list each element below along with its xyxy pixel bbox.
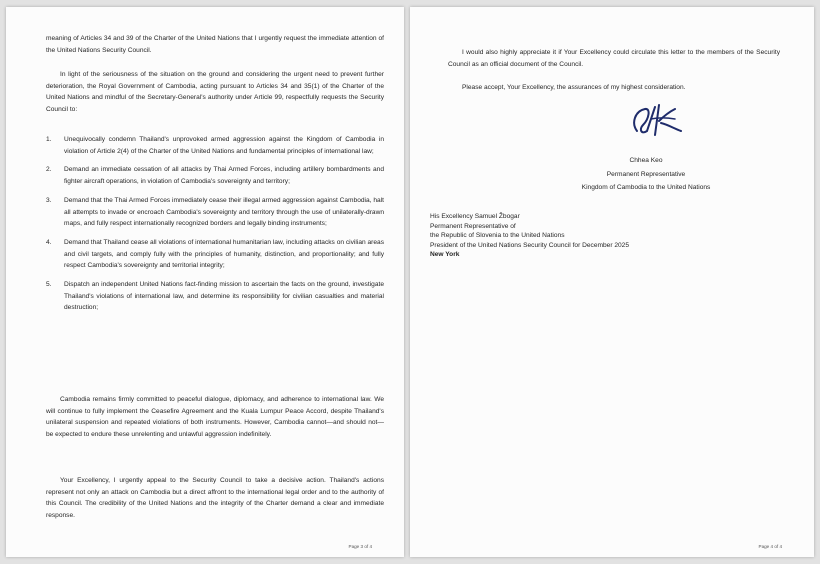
demand-item: 4. Demand that Thailand cease all violations of international humanitarian law, including attacks on civilian areas and civil targets, and comply fully with the principles of humanity, distinction, and proportionality; and fully respect Cambodia's sovereignty and territorial integrity; xyxy=(46,239,384,270)
closing-paragraph: Please accept, Your Excellency, the assurances of my highest consideration. xyxy=(462,84,686,91)
signature-block xyxy=(532,154,760,195)
letter-page-3 xyxy=(6,7,404,557)
appeal-paragraph: Your Excellency, I urgently appeal to the Security Council to take a decisive action. Thailand's actions represent not only an attack on Cambodia but a direct affront to the international legal order and to the authority of this Council. The credibility of the United Nations and the integrity of the Charter demand a clear and immediate response. xyxy=(46,477,384,519)
addressee-line: President of the United Nations Security Council for December 2025 xyxy=(430,241,630,249)
addressee-line: His Excellency Samuel Žbogar xyxy=(430,213,520,220)
addressee-city: New York xyxy=(430,251,460,259)
demand-item: 5. Dispatch an independent United Nations fact-finding mission to ascertain the facts on the ground, investigate Thailand's violations of international law, and determine its responsibility for civilian casualties and material destruction; xyxy=(46,281,384,312)
commitment-paragraph: Cambodia remains firmly committed to peaceful dialogue, diplomacy, and adherence to international law. We will continue to fully implement the Ceasefire Agreement and the Kuala Lumpur Peace Accord, despite Thailand's unilateral suspension and repeated violations of both instruments. However, Cambodia cannot—and should not—be expected to endure these unrelenting and unlawful aggression indefinitely. xyxy=(46,396,384,438)
page-number: Page 4 of 4 xyxy=(758,544,782,549)
request-intro-paragraph: In light of the seriousness of the situation on the ground and considering the urgent need to prevent further deterioration, the Royal Government of Cambodia, acting pursuant to Articles 34 and 35(1) of the Charter of the United Nations and mindful of the Secretary-General's authority under Article 99, respectfully requests the Security Council to: xyxy=(46,71,384,113)
addressee-block xyxy=(430,212,790,260)
demand-item: 3. Demand that the Thai Armed Forces immediately cease their illegal armed aggression against Cambodia, halt all attempts to invade or encroach Cambodia's sovereignty and territory through the use of unilaterally-drawn maps, and fully respect internationally recognized borders and legally binding instruments; xyxy=(46,196,384,228)
page-number: Page 3 of 4 xyxy=(348,544,372,549)
demand-item: 1. Unequivocally condemn Thailand's unprovoked armed aggression against the Kingdom of Cambodia in violation of Article 2(4) of the Charter of the United Nations and fundamental principles of international law; xyxy=(46,136,384,155)
letter-page-4 xyxy=(410,7,814,557)
signature-icon xyxy=(615,101,715,141)
signatory-title: Permanent Representative xyxy=(606,170,686,178)
signatory-org: Kingdom of Cambodia to the United Nations xyxy=(581,184,711,192)
demands-list xyxy=(46,134,384,321)
signatory-name: Chhea Keo xyxy=(629,157,663,164)
demand-item: 2. Demand an immediate cessation of all attacks by Thai Armed Forces, including artillery bombardments and fighter aircraft operations, in violation of Cambodia's sovereignty and territory; xyxy=(46,166,384,186)
continuation-paragraph: meaning of Articles 34 and 39 of the Charter of the United Nations that I urgently request the immediate attention of the United Nations Security Council. xyxy=(46,35,384,54)
addressee-line: Permanent Representative of xyxy=(430,222,516,230)
circulation-request-paragraph: I would also highly appreciate it if Your Excellency could circulate this letter to the members of the Security Council as an official document of the Council. xyxy=(448,49,780,68)
addressee-line: the Republic of Slovenia to the United Nations xyxy=(430,232,565,240)
